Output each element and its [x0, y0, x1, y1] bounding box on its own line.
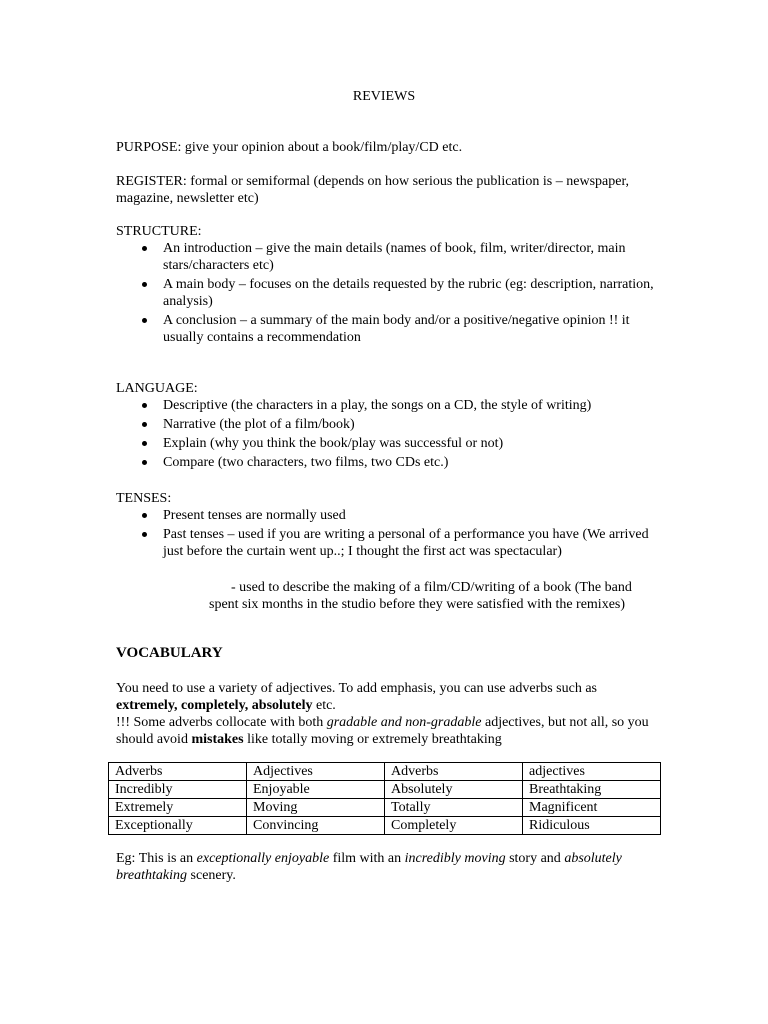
- tenses-item-present: Present tenses are normally used: [116, 507, 656, 524]
- vocabulary-heading: VOCABULARY: [116, 645, 223, 661]
- table-cell: Enjoyable: [247, 781, 385, 799]
- structure-item-introduction: An introduction – give the main details (names of book, film, writer/director, main stars/characters etc): [116, 240, 656, 274]
- language-list: [116, 397, 656, 471]
- vocabulary-etc: etc.: [312, 698, 336, 713]
- register-paragraph: REGISTER: formal or semiformal (depends on how serious the publication is – newspaper, magazine, newsletter etc): [116, 174, 630, 206]
- structure-item-conclusion: A conclusion – a summary of the main body and/or a positive/negative opinion !! it usually contains a recommendation: [116, 312, 656, 346]
- adverb-adjective-table: [108, 762, 661, 835]
- language-item-descriptive: Descriptive (the characters in a play, the songs on a CD, the style of writing): [116, 397, 656, 414]
- page-title: REVIEWS: [352, 89, 416, 104]
- language-section: [116, 380, 656, 473]
- vocabulary-emphasis: extremely, completely, absolutely: [116, 698, 313, 713]
- example-part-2: film with an: [329, 851, 405, 866]
- example-sentence: [116, 850, 656, 884]
- tenses-sub-item: - used to describe the making of a film/CD/writing of a book (The band spent six months in the studio before they were satisfied with the remixes): [209, 580, 632, 612]
- table-cell: Convincing: [247, 817, 385, 835]
- language-item-explain: Explain (why you think the book/play was successful or not): [116, 435, 656, 452]
- table-cell: Completely: [385, 817, 523, 835]
- table-row: [109, 799, 661, 817]
- vocabulary-note-bold: mistakes: [191, 732, 244, 747]
- tenses-item-past: Past tenses – used if you are writing a personal of a performance you have (We arrived just before the curtain went up..; I thought the first act was spectacular): [116, 526, 656, 560]
- vocabulary-note-middle: adjectives, but not all, so you should avoid: [116, 715, 649, 747]
- table-cell: Absolutely: [385, 781, 523, 799]
- vocabulary-intro: [116, 680, 656, 748]
- table-cell: Extremely: [109, 799, 247, 817]
- language-item-compare: Compare (two characters, two films, two CDs etc.): [116, 454, 656, 471]
- table-cell: Totally: [385, 799, 523, 817]
- table-cell: adjectives: [523, 763, 661, 781]
- example-part-1: Eg: This is an: [116, 851, 197, 866]
- vocabulary-intro-text: You need to use a variety of adjectives. To add emphasis, you can use adverbs such as: [116, 681, 597, 696]
- vocabulary-note-italic: gradable and non-gradable: [326, 715, 482, 730]
- table-cell: Breathtaking: [523, 781, 661, 799]
- structure-list: [116, 240, 656, 346]
- vocabulary-note-start: !!! Some adverbs collocate with both: [116, 715, 327, 730]
- tenses-list: [116, 507, 656, 560]
- example-italic-1: exceptionally enjoyable: [196, 851, 330, 866]
- table-row: [109, 781, 661, 799]
- example-part-3: story and: [505, 851, 565, 866]
- vocabulary-note-end: like totally moving or extremely breathtaking: [243, 732, 502, 747]
- example-italic-2: incredibly moving: [404, 851, 506, 866]
- tenses-section: [116, 490, 656, 562]
- table-cell: Moving: [247, 799, 385, 817]
- table-cell: Magnificent: [523, 799, 661, 817]
- tenses-heading: TENSES:: [116, 491, 172, 506]
- purpose-line: PURPOSE: give your opinion about a book/film/play/CD etc.: [116, 140, 463, 155]
- table-cell: Ridiculous: [523, 817, 661, 835]
- structure-heading: STRUCTURE:: [116, 224, 202, 239]
- language-heading: LANGUAGE:: [116, 381, 198, 396]
- table-cell: Incredibly: [109, 781, 247, 799]
- table-row: [109, 763, 661, 781]
- structure-section: [116, 223, 656, 348]
- example-italic-3: absolutely breathtaking: [116, 851, 622, 883]
- table-cell: Adjectives: [247, 763, 385, 781]
- table-row: [109, 817, 661, 835]
- structure-item-main-body: A main body – focuses on the details requested by the rubric (eg: description, narration, analysis): [116, 276, 656, 310]
- table-cell: Adverbs: [109, 763, 247, 781]
- language-item-narrative: Narrative (the plot of a film/book): [116, 416, 656, 433]
- table-cell: Exceptionally: [109, 817, 247, 835]
- table-cell: Adverbs: [385, 763, 523, 781]
- example-part-4: scenery.: [187, 868, 236, 883]
